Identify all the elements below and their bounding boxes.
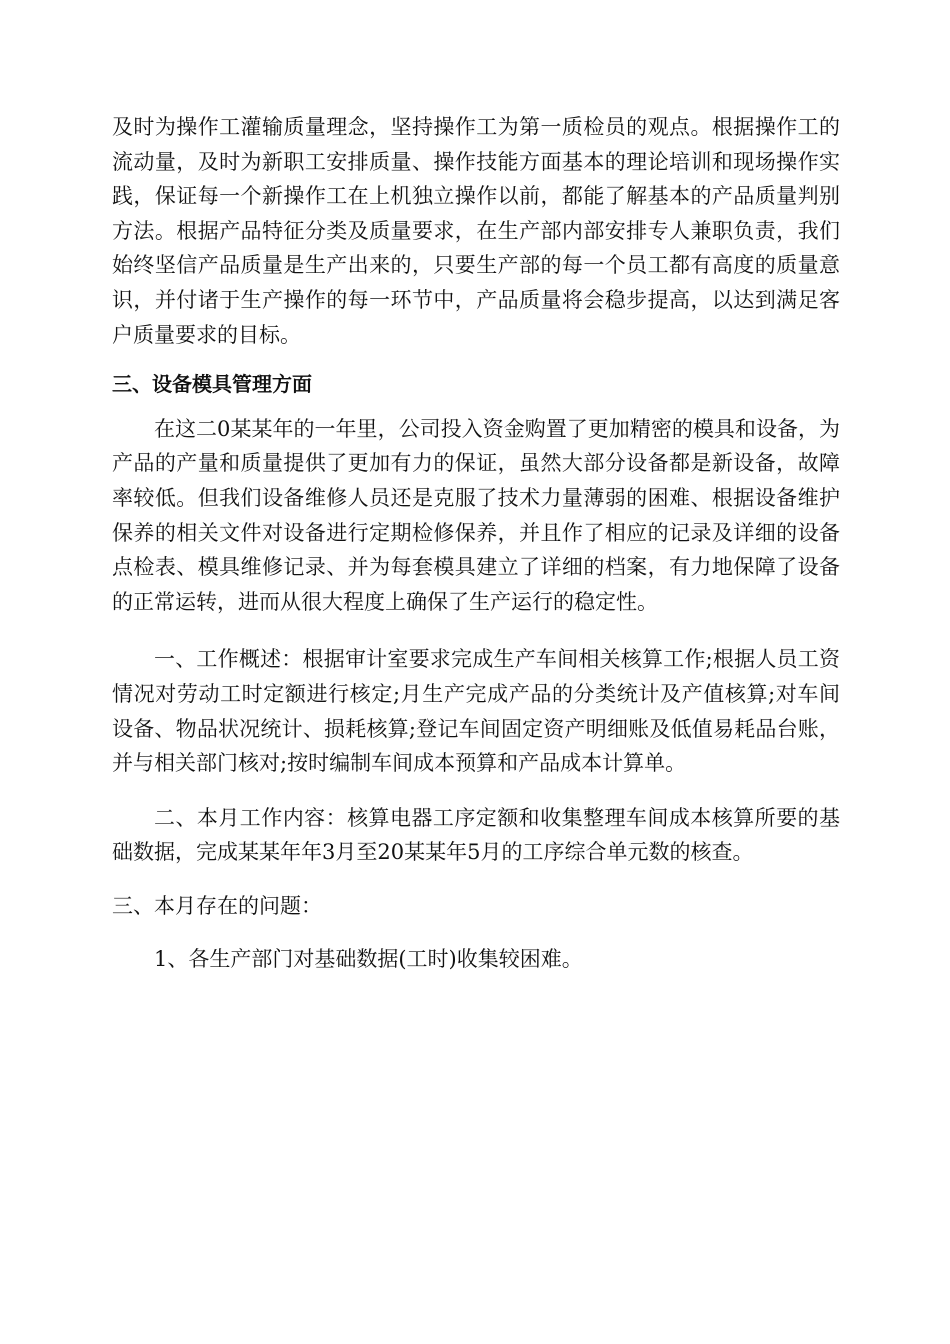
paragraph-problems-heading: 三、本月存在的问题： bbox=[112, 893, 322, 918]
document-page bbox=[112, 110, 840, 977]
section-heading-equipment: 三、设备模具管理方面 bbox=[112, 372, 312, 397]
paragraph-work-overview: 一、工作概述：根据审计室要求完成生产车间相关核算工作;根据人员工资情况对劳动工时定额进行核定;月生产完成产品的分类统计及产值核算;对车间设备、物品状况统计、损耗核算;登记车间固定资产明细账及低值易耗品台账，并与相关部门核对;按时编制车间成本预算和产品成本计算单。 bbox=[112, 647, 840, 776]
paragraph-quality-training: 及时为操作工灌输质量理念，坚持操作工为第一质检员的观点。根据操作工的流动量，及时为新职工安排质量、操作技能方面基本的理论培训和现场操作实践，保证每一个新操作工在上机独立操作以前，都能了解基本的产品质量判别方法。根据产品特征分类及质量要求，在生产部内部安排专人兼职负责，我们始终坚信产品质量是生产出来的，只要生产部的每一个员工都有高度的质量意识，并付诸于生产操作的每一环节中，产品质量将会稳步提高，以达到满足客户质量要求的目标。 bbox=[112, 115, 840, 347]
paragraph-problem-item-1: 1、各生产部门对基础数据(工时)收集较困难。 bbox=[154, 947, 583, 972]
paragraph-equipment-management: 在这二0某某年的一年里，公司投入资金购置了更加精密的模具和设备，为产品的产量和质量提供了更加有力的保证，虽然大部分设备都是新设备，故障率较低。但我们设备维修人员还是克服了技术力量薄弱的困难、根据设备维护保养的相关文件对设备进行定期检修保养，并且作了相应的记录及详细的设备点检表、模具维修记录、并为每套模具建立了详细的档案，有力地保障了设备的正常运转，进而从很大程度上确保了生产运行的稳定性。 bbox=[112, 416, 840, 614]
paragraph-monthly-work: 二、本月工作内容：核算电器工序定额和收集整理车间成本核算所要的基础数据，完成某某年年3月至20某某年5月的工序综合单元数的核查。 bbox=[112, 805, 840, 865]
